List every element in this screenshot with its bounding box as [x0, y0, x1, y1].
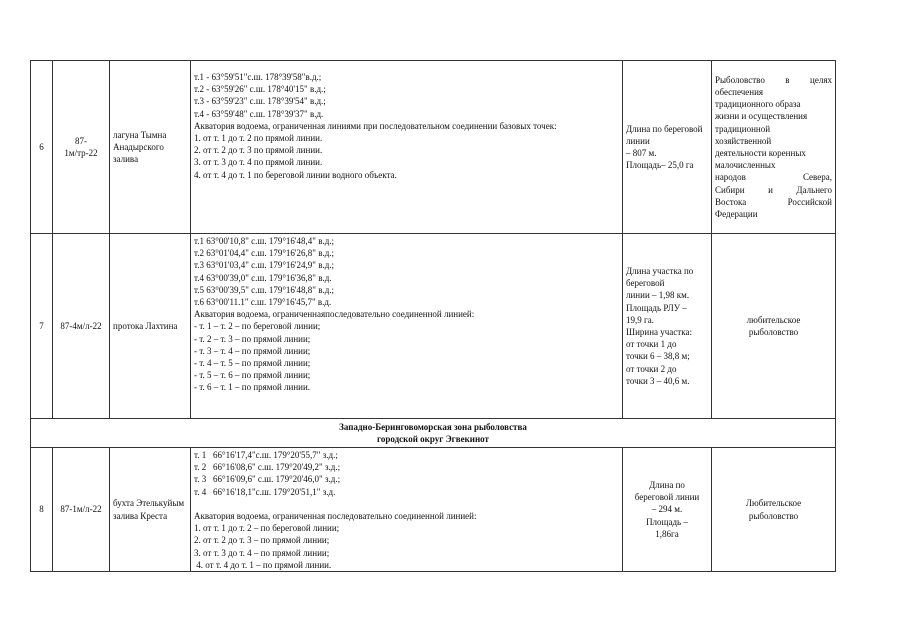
purpose-line: любительское	[746, 314, 801, 325]
boundary-item: - т. 2 – т. 3 – по прямой линии;	[194, 333, 311, 344]
coord-line: т.1 63°00'10,8" с.ш. 179°16'48,4" в.д.;	[194, 236, 335, 246]
coord-line: т.3 - 63°59'23" с.ш. 178°39'54" в.д.;	[194, 96, 326, 107]
size-line: от точки 1 до	[626, 339, 677, 350]
size-line: 1,86га	[655, 528, 679, 539]
size-line: Длина по береговой линии	[626, 123, 703, 146]
boundary-item: 4. от т. 4 до т. 1 по береговой линии водного объекта.	[194, 169, 397, 180]
water-body-name: бухта Этелькуйым залива Креста	[110, 448, 191, 572]
boundary-item: 4. от т. 4 до т. 1 – по прямой линии.	[194, 559, 332, 570]
size-line: – 807 м.	[626, 148, 657, 158]
size-line: береговой линии	[634, 492, 700, 503]
boundary-item: - т. 3 – т. 4 – по прямой линии;	[194, 345, 311, 356]
size-line: Площадь РЛУ –	[626, 302, 687, 313]
size-line: Длина по	[649, 480, 685, 490]
row-number: 7	[31, 234, 53, 419]
purpose-line: Любительское	[745, 498, 802, 509]
boundary-item: - т. 5 – т. 6 – по прямой линии;	[194, 370, 311, 381]
zone-subtitle: городской округ Эгвекинот	[377, 434, 489, 444]
purpose	[712, 448, 836, 572]
coord-line: т.2 63°01'04,4" с.ш. 179°16'26,8" в.д.;	[194, 248, 335, 259]
size-line: Площадь– 25,0 га	[626, 160, 694, 171]
area-code: 87-4м/л-22	[53, 234, 110, 419]
coord-line: т.4 - 63°59'48" с.ш. 178°39'37" в.д.	[194, 108, 324, 119]
purpose-line: малочисленных	[715, 160, 776, 171]
boundary-text: Акватория водоема, ограниченная последовательно соединенной линией:	[194, 511, 477, 522]
table-row	[31, 234, 836, 419]
size-line: 19,9 га.	[626, 314, 654, 325]
water-body-name: протока Лахтина	[110, 234, 191, 419]
row-number: 6	[31, 61, 53, 234]
purpose-line: Востока Российской	[715, 196, 832, 207]
size-line: точки 6 – 38,8 м;	[626, 351, 690, 362]
boundary-text: Акватория водоема, ограниченная линиями при последовательном соединении базовых точек:	[194, 120, 557, 131]
boundary-item: - т. 4 – т. 5 – по прямой линии;	[194, 358, 311, 369]
purpose-line: деятельности коренных	[715, 148, 806, 158]
boundary-description	[191, 61, 623, 234]
size-line: линии – 1,98 км.	[626, 290, 690, 301]
size-line: Длина участка по береговой	[626, 265, 694, 289]
boundary-description	[191, 234, 623, 419]
purpose-line: народов Севера,	[715, 172, 832, 183]
row-number: 8	[31, 448, 53, 572]
coord-line: т. 1 66°16'17,4"с.ш. 179°20'55,7" з.д.;	[194, 450, 338, 460]
purpose-line: Рыболовство в целях	[715, 74, 832, 85]
boundary-item: 3. от т. 3 до т. 4 – по прямой линии;	[194, 547, 330, 558]
coord-line: т.3 63°01'03,4" с.ш. 179°16'24,9" в.д.;	[194, 260, 335, 271]
size-line: от точки 2 до	[626, 363, 677, 374]
purpose-line: хозяйственной	[715, 135, 772, 146]
coord-line: т. 4 66°16'18,1"с.ш. 179°20'51,1" з.д.	[194, 486, 336, 497]
blank-line	[194, 498, 619, 510]
size-line: – 294 м.	[651, 504, 683, 515]
coord-line: т. 2 66°16'08,6" с.ш. 179°20'49,2" з.д.;	[194, 462, 341, 473]
zone-header	[31, 419, 836, 448]
boundary-item: 1. от т. 1 до т. 2 по прямой линии.	[194, 133, 323, 144]
boundary-item: 1. от т. 1 до т. 2 – по береговой линии;	[194, 523, 340, 534]
purpose-line: жизни и осуществления	[715, 111, 808, 122]
table-row	[31, 61, 836, 234]
zone-header-row	[31, 419, 836, 448]
boundary-item: 2. от т. 2 до т. 3 – по прямой линии;	[194, 535, 330, 546]
size-line: Ширина участка:	[626, 327, 692, 337]
boundary-item: - т. 6 – т. 1 – по прямой линии.	[194, 382, 311, 393]
purpose-line: рыболовство	[748, 327, 799, 337]
fishing-areas-table	[30, 60, 836, 572]
boundary-item: 3. от т. 3 до т. 4 по прямой линии.	[194, 157, 323, 168]
coord-line: т.1 - 63°59'51"с.ш. 178°39'58"в.д.;	[194, 72, 322, 82]
purpose-line: Федерации	[715, 209, 758, 220]
table-row	[31, 448, 836, 572]
boundary-item: - т. 1 – т. 2 – по береговой линии;	[194, 321, 321, 332]
coord-line: т.2 - 63°59'26" с.ш. 178°40'15" в.д.;	[194, 84, 326, 95]
purpose	[712, 234, 836, 419]
boundary-text: Акватория водоема, ограниченнаяпоследовательно соединенной линией:	[194, 309, 475, 320]
coord-line: т. 3 66°16'09,6" с.ш. 179°20'46,0" з.д.;	[194, 474, 341, 485]
area-code-text: 87- 1м/тр-22	[64, 135, 98, 158]
area-size	[623, 61, 712, 234]
purpose	[712, 61, 836, 234]
purpose-line: традиционной	[715, 123, 771, 134]
water-body-name: лагуна Тымна Анадырского залива	[110, 61, 191, 234]
boundary-description	[191, 448, 623, 572]
area-size	[623, 234, 712, 419]
coord-line: т.6 63°00'11.1" с.ш. 179°16'45,7" в.д.	[194, 297, 332, 308]
boundary-item: 2. от т. 2 до т. 3 по прямой линии.	[194, 145, 323, 156]
zone-title: Западно-Беринговоморская зона рыболовства	[339, 421, 527, 432]
size-line: точки 3 – 40,6 м.	[626, 375, 690, 386]
purpose-line: рыболовство	[748, 510, 799, 521]
purpose-line: обеспечения	[715, 86, 764, 97]
coord-line: т.5 63°00'39,5" с.ш. 179°16'48,8" в.д.;	[194, 284, 335, 295]
area-code	[53, 61, 110, 234]
area-code: 87-1м/л-22	[53, 448, 110, 572]
purpose-line: традиционного образа	[715, 99, 801, 110]
area-size	[623, 448, 712, 572]
purpose-line: Сибири и Дальнего	[715, 184, 832, 195]
size-line: Площадь –	[646, 516, 688, 527]
coord-line: т.4 63°00'39,0" с.ш. 179°16'36,8" в.д.	[194, 272, 332, 283]
